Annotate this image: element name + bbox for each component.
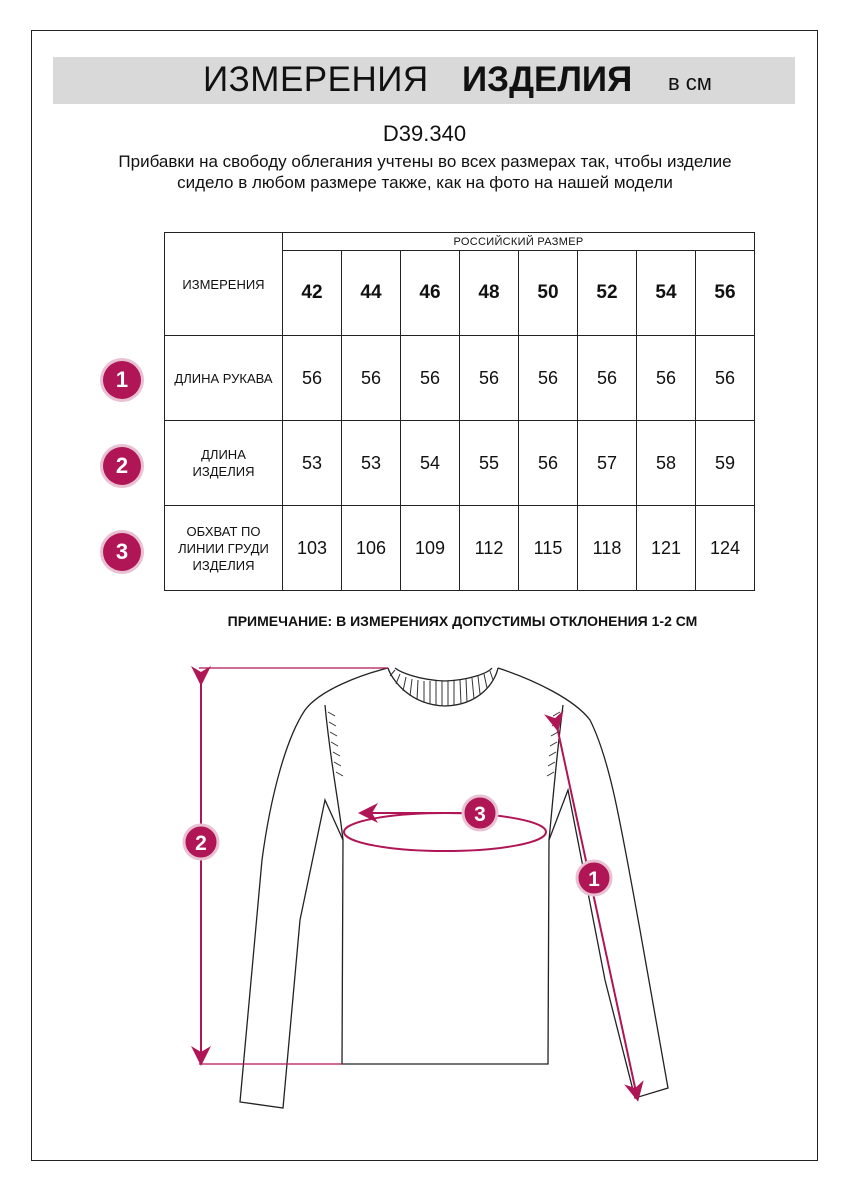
row-marker-1-badge: 1 [103,361,141,399]
size-header: 44 [342,251,401,336]
table-cell: 56 [460,336,519,421]
size-header: 42 [283,251,342,336]
row-label-chest: ОБХВАТ ПО ЛИНИИ ГРУДИ ИЗДЕЛИЯ [165,506,283,591]
row-marker-2-badge: 2 [103,447,141,485]
table-cell: 115 [519,506,578,591]
title-regular: ИЗМЕРЕНИЯ [203,60,429,99]
table-cell: 56 [637,336,696,421]
table-cell: 56 [283,336,342,421]
sleeve-arrow [556,722,636,1092]
row-label-length: ДЛИНА ИЗДЕЛИЯ [165,421,283,506]
fit-note: Прибавки на свободу облегания учтены во всех размерах так, чтобы изделие сидело в любом размере также, как на фото на нашей модели [118,152,732,192]
table-cell: 54 [401,421,460,506]
table-cell: 58 [637,421,696,506]
size-header: 48 [460,251,519,336]
table-cell: 103 [283,506,342,591]
table-cell: 56 [342,336,401,421]
tolerance-note: ПРИМЕЧАНИЕ: В ИЗМЕРЕНИЯХ ДОПУСТИМЫ ОТКЛОНЕНИЯ 1-2 СМ [227,613,698,629]
table-cell: 56 [519,336,578,421]
row-label-sleeve: ДЛИНА РУКАВА [165,336,283,421]
size-header: 56 [696,251,755,336]
row-marker-3-badge: 3 [103,533,141,571]
chest-ellipse [344,813,546,851]
size-header: 46 [401,251,460,336]
seam-stitches [328,712,560,776]
table-cell: 121 [637,506,696,591]
size-header: 50 [519,251,578,336]
diagram-badge-3 [463,796,497,830]
table-cell: 56 [401,336,460,421]
product-code: D39.340 [382,121,467,146]
size-header: 54 [637,251,696,336]
diagram-badge-1-label: 1 [588,868,600,891]
table-cell: 109 [401,506,460,591]
table-cell: 57 [578,421,637,506]
unit-label: в см [668,70,712,95]
table-cell: 59 [696,421,755,506]
table-cell: 112 [460,506,519,591]
table-cell: 56 [578,336,637,421]
diagram-badge-1 [577,861,611,895]
table-cell: 53 [283,421,342,506]
table-cell: 53 [342,421,401,506]
table-cell: 106 [342,506,401,591]
table-cell: 55 [460,421,519,506]
table-cell: 56 [519,421,578,506]
diagram-badge-2 [184,825,218,859]
diagram-badge-3-label: 3 [474,803,486,826]
diagram-badge-2-label: 2 [195,832,207,855]
size-header: 52 [578,251,637,336]
measure-header: ИЗМЕРЕНИЯ [165,233,283,336]
table-cell: 118 [578,506,637,591]
table-cell: 124 [696,506,755,591]
size-system-header: РОССИЙСКИЙ РАЗМЕР [283,233,755,251]
table-cell: 56 [696,336,755,421]
title-bold: ИЗДЕЛИЯ [462,60,633,99]
